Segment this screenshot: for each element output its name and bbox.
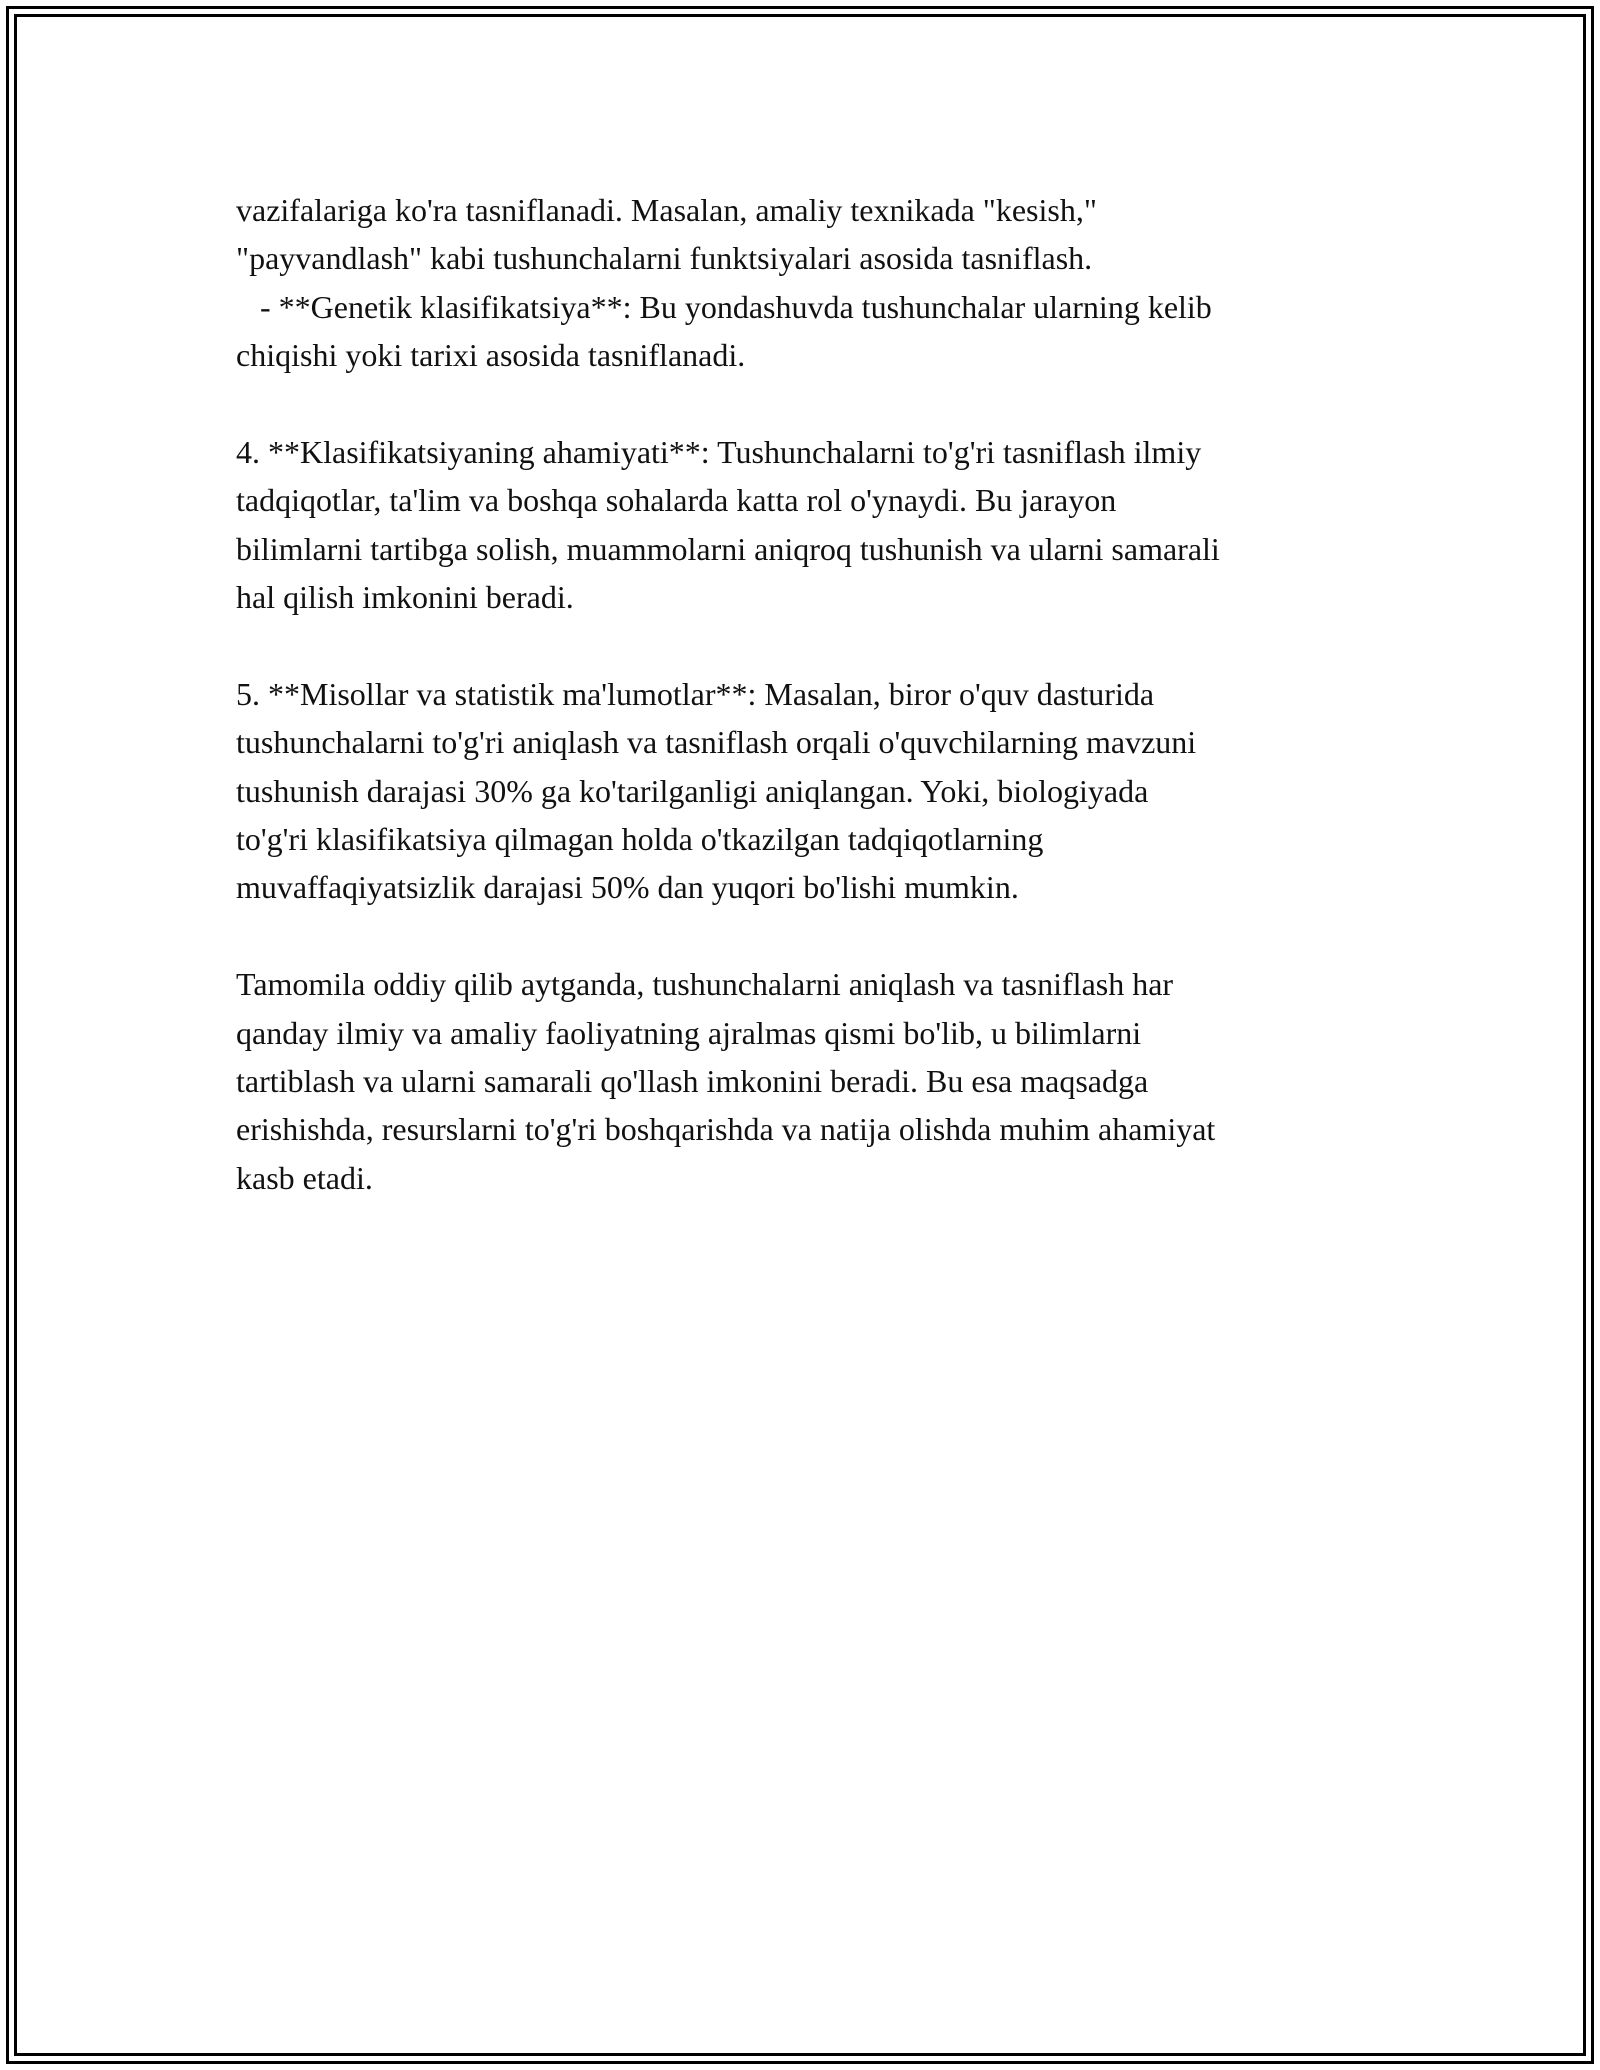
- document-body: [236, 186, 1386, 1202]
- text-line: to'g'ri klasifikatsiya qilmagan holda o'tkazilgan tadqiqotlarning: [236, 821, 1044, 858]
- text-line: "payvandlash" kabi tushunchalarni funktsiyalari asosida tasniflash.: [236, 240, 1093, 277]
- text-line: chiqishi yoki tarixi asosida tasniflanadi.: [236, 337, 746, 374]
- text-line: tartiblash va ularni samarali qo'llash imkonini beradi. Bu esa maqsadga: [236, 1063, 1149, 1100]
- text-line: tushunchalarni to'g'ri aniqlash va tasniflash orqali o'quvchilarning mavzuni: [236, 724, 1197, 761]
- text-line: Tamomila oddiy qilib aytganda, tushunchalarni aniqlash va tasniflash har: [236, 966, 1174, 1003]
- text-line: hal qilish imkonini beradi.: [236, 579, 574, 616]
- text-line: 5. **Misollar va statistik ma'lumotlar**: Masalan, biror o'quv dasturida: [236, 675, 1155, 712]
- text-line: vazifalariga ko'ra tasniflanadi. Masalan, amaliy texnikada "kesish,": [236, 192, 1097, 228]
- text-line: kasb etadi.: [236, 1159, 373, 1196]
- paragraph-item-4: [236, 428, 1386, 622]
- text-line: tushunish darajasi 30% ga ko'tarilganligi aniqlangan. Yoki, biologiyada: [236, 772, 1149, 809]
- paragraph-classification-continued: [236, 186, 1386, 380]
- text-line: bilimlarni tartibga solish, muammolarni aniqroq tushunish va ularni samarali: [236, 530, 1220, 567]
- text-line: muvaffaqiyatsizlik darajasi 50% dan yuqori bo'lishi mumkin.: [236, 869, 1019, 906]
- paragraph-conclusion: [236, 960, 1386, 1202]
- text-line: erishishda, resurslarni to'g'ri boshqarishda va natija olishda muhim ahamiyat: [236, 1111, 1216, 1148]
- text-line: tadqiqotlar, ta'lim va boshqa sohalarda katta rol o'ynaydi. Bu jarayon: [236, 482, 1117, 519]
- text-line: 4. **Klasifikatsiyaning ahamiyati**: Tushunchalarni to'g'ri tasniflash ilmiy: [236, 433, 1202, 470]
- text-line: - **Genetik klasifikatsiya**: Bu yondashuvda tushunchalar ularning kelib: [236, 288, 1212, 325]
- text-line: qanday ilmiy va amaliy faoliyatning ajralmas qismi bo'lib, u bilimlarni: [236, 1014, 1142, 1051]
- paragraph-item-5: [236, 670, 1386, 912]
